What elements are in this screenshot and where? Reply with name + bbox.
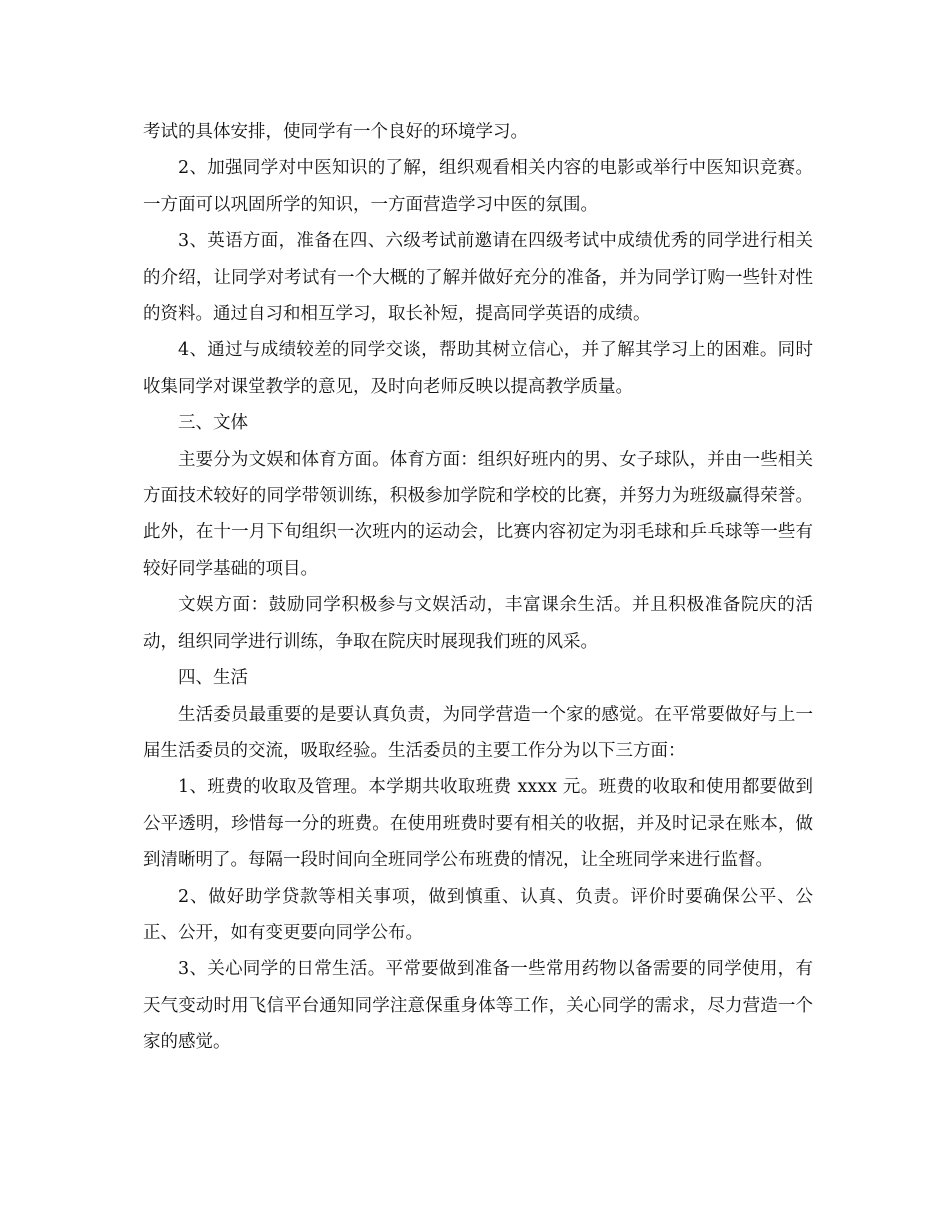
document-body [143,114,813,1061]
section-heading-culture-sports: 三、文体 [178,413,248,434]
paragraph-daily-life: 3、关心同学的日常生活。平常要做到准备一些常用药物以备需要的同学使用，有天气变动时用飞信平台通知同学注意保重身体等工作，关心同学的需求，尽力营造一个家的感觉。 [143,959,813,1053]
paragraph-item-4: 4、通过与成绩较差的同学交谈，帮助其树立信心，并了解其学习上的困难。同时收集同学对课堂教学的意见，及时向老师反映以提高教学质量。 [143,340,813,397]
paragraph-class-fee: 1、班费的收取及管理。本学期共收取班费 xxxx 元。班费的收取和使用都要做到公平透明，珍惜每一分的班费。在使用班费时要有相关的收据，并及时记录在账本，做到清晰明了。每隔一段时间向全班同学公布班费的情况，让全班同学来进行监督。 [143,777,813,871]
section-heading-life: 四、生活 [178,668,248,689]
paragraph-entertainment: 文娱方面：鼓励同学积极参与文娱活动，丰富课余生活。并且积极准备院庆的活动，组织同学进行训练，争取在院庆时展现我们班的风采。 [143,595,813,652]
paragraph-sports: 主要分为文娱和体育方面。体育方面：组织好班内的男、女子球队，并由一些相关方面技术较好的同学带领训练，积极参加学院和学校的比赛，并努力为班级赢得荣誉。此外，在十一月下旬组织一次班内的运动会，比赛内容初定为羽毛球和乒乓球等一些有较好同学基础的项目。 [143,449,813,579]
paragraph-life-intro: 生活委员最重要的是要认真负责，为同学营造一个家的感觉。在平常要做好与上一届生活委员的交流，吸取经验。生活委员的主要工作分为以下三方面： [143,704,813,761]
paragraph-item-2: 2、加强同学对中医知识的了解，组织观看相关内容的电影或举行中医知识竞赛。一方面可以巩固所学的知识，一方面营造学习中医的氛围。 [143,158,813,215]
paragraph-continuation: 考试的具体安排，使同学有一个良好的环境学习。 [143,122,528,142]
paragraph-student-loan: 2、做好助学贷款等相关事项，做到慎重、认真、负责。评价时要确保公平、公正、公开，如有变更要向同学公布。 [143,886,813,943]
paragraph-item-3: 3、英语方面，准备在四、六级考试前邀请在四级考试中成绩优秀的同学进行相关的介绍，让同学对考试有一个大概的了解并做好充分的准备，并为同学订购一些针对性的资料。通过自习和相互学习，取长补短，提高同学英语的成绩。 [143,231,813,325]
